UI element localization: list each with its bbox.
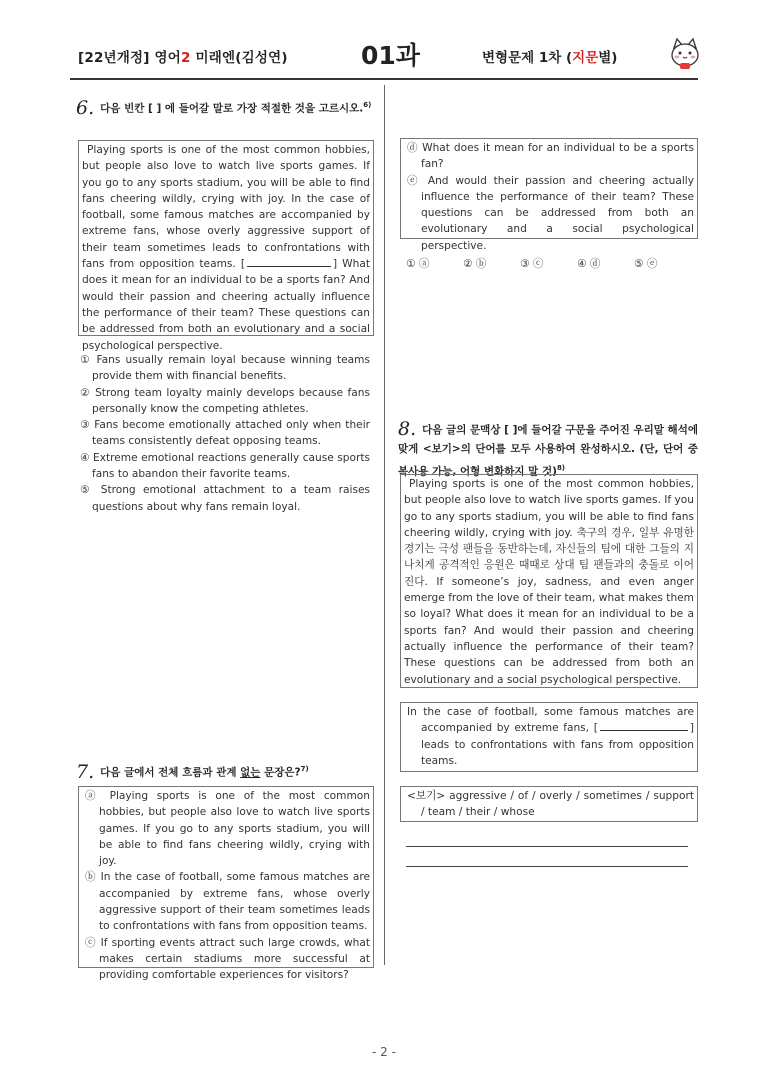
header-course-title: [22년개정] 영어2 미래엔(김성연) (78, 50, 288, 66)
question-8-title: 8. 다음 글의 문맥상 [ ]에 들어갈 구문을 주어진 우리말 해석에 맞게 <보기>의 단어를 모두 사용하여 완성하시오. (단, 단어 중복사용 가능, 어형 변화하지 말 것)$^{8)}$ (398, 418, 698, 478)
question-8-passage: Playing sports is one of the most common hobbies, but people also love to watch live sports games. If you go to any sports stadium, you will be able to find fans cheering wildly, crying with joy. 축구의 경우, 일부 유명한 경기는 극성 팬들을 동반하는데, 자신들의 팀에 대한 그들의 지나치게 공격적인 응원은 때때로 상대 팀 팬들과의 충돌로 이어진다. If someone’s joy, sadness, and even anger emerge from the love of their team, what makes them so loyal? What does it mean for an individual to be a sports fan? And would their passion and cheering actually influence the performance of their team? These questions can be addressed from both an evolutionary and a social psychological perspective. (400, 474, 698, 688)
sentence-e: ⓔ And would their passion and cheering actually influence the performance of their team? These questions can be addressed from both an evolutionary and a social psychological perspective. (407, 174, 695, 252)
page-header (78, 36, 698, 76)
answer-line-2[interactable] (406, 866, 688, 867)
header-divider (70, 78, 698, 80)
question-8-target-sentence: In the case of football, some famous matches are accompanied by extreme fans, [ ] leads to confrontations with fans from opposition teams. (400, 702, 698, 772)
choice-5[interactable]: ⑤ ⓔ (634, 258, 658, 270)
question-7-choices (406, 256, 691, 271)
choice-1[interactable]: ① Fans usually remain loyal because winning teams provide them with financial benefits. (80, 354, 370, 383)
sentence-b: ⓑ In the case of football, some famous matches are accompanied by extreme fans, whose overly aggressive support of their team sometimes leads to confrontations with fans from opposition teams. (85, 871, 370, 933)
sentence-d: ⓓ What does it mean for an individual to be a sports fan? (407, 142, 694, 171)
sentence-c: ⓒ If sporting events attract such large crowds, what makes certain stadiums more successful at providing comfortable experiences for visitors? (85, 936, 370, 982)
choice-1[interactable]: ① ⓐ (406, 258, 430, 270)
choice-2[interactable]: ② Strong team loyalty mainly develops because fans personally know the competing athletes. (80, 386, 370, 415)
column-divider (384, 85, 385, 965)
question-6-title: 6. 다음 빈칸 [ ] 에 들어갈 말로 가장 적절한 것을 고르시오.$^{6)}$ (76, 96, 372, 119)
header-lesson-number: 01과 (361, 41, 420, 70)
sentence-a: ⓐ Playing sports is one of the most common hobbies, but people also love to watch live sports games. If you go to any sports stadium, you will be able to find fans cheering wildly, crying with joy. (85, 790, 370, 868)
choice-4[interactable]: ④ ⓓ (577, 258, 601, 270)
page-number: - 2 - (372, 1045, 396, 1059)
answer-line-1[interactable] (406, 846, 688, 847)
question-7-passage-part2 (400, 138, 698, 252)
question-8-word-bank: <보기> aggressive / of / overly / sometimes / support / team / their / whose (400, 786, 698, 822)
choice-3[interactable]: ③ Fans become emotionally attached only when their teams consistently defeat opposing teams. (80, 419, 370, 448)
header-test-type: 변형문제 1차 (지문별) (482, 50, 618, 66)
question-6-passage: Playing sports is one of the most common hobbies, but people also love to watch live sports games. If you go to any sports stadium, you will be able to find fans cheering wildly, crying with joy. In the case of football, some famous matches are accompanied by extreme fans, whose overly aggressive support of their team sometimes leads to confrontations with fans from opposition teams. [ ] What does it mean for an individual to be a sports fan? And would their passion and cheering actually influence the performance of their team? These questions can be addressed from both an evolutionary and a social psychological perspective. (78, 140, 374, 336)
choice-4[interactable]: ④ Extreme emotional reactions generally cause sports fans to abandon their favorite teams. (80, 451, 370, 481)
choice-2[interactable]: ② ⓑ (463, 258, 487, 270)
question-7-title: 7. 다음 글에서 전체 흐름과 관계 없는 문장은?$^{7)}$ (76, 760, 309, 783)
choice-3[interactable]: ③ ⓒ (520, 258, 544, 270)
choice-5[interactable]: ⑤ Strong emotional attachment to a team raises questions about why fans remain loyal. (80, 484, 370, 513)
cat-mascot-icon (668, 36, 702, 70)
question-7-passage-part1 (78, 786, 374, 982)
question-6-choices (80, 352, 370, 515)
